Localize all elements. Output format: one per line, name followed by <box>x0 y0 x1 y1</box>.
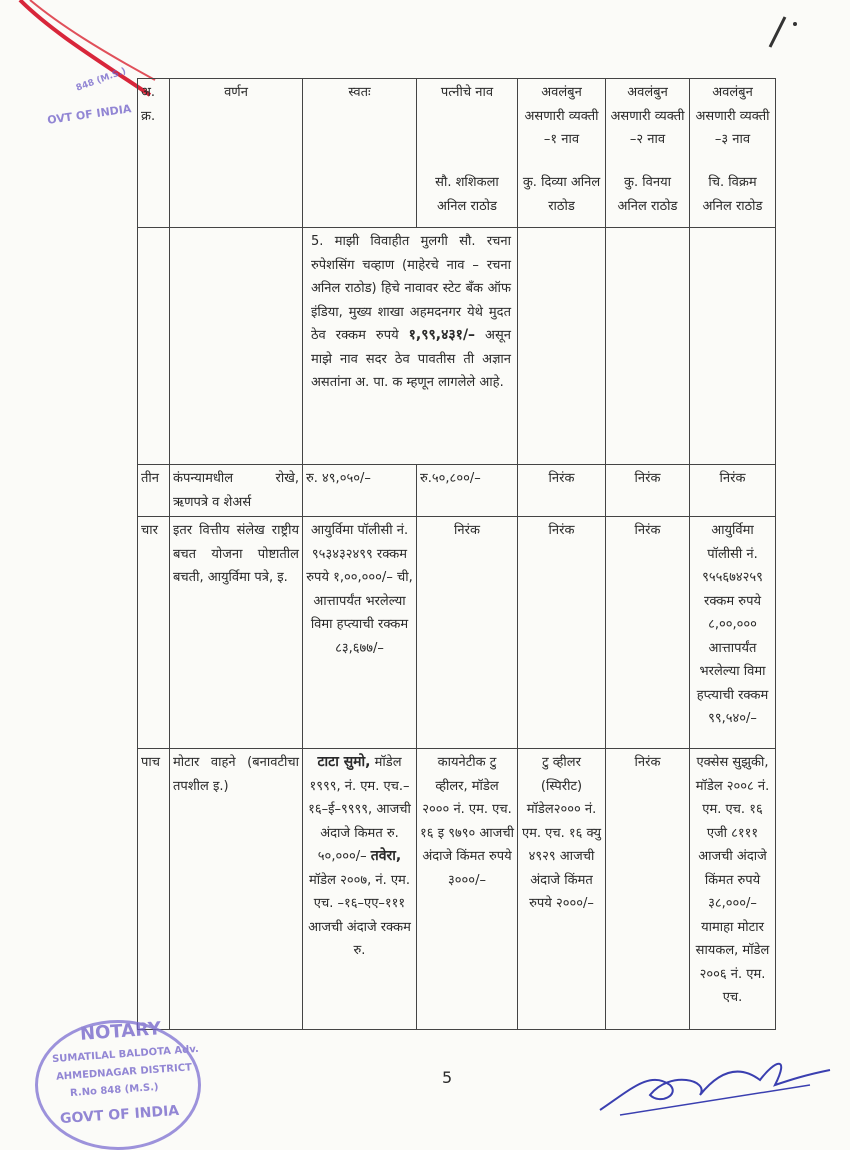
table-row <box>138 228 776 465</box>
header-dependent-1: अवलंबुन असणारी व्यक्ती –१ नाव कु. दिव्या अनिल राठोड <box>518 79 606 228</box>
header-serial: अ. क्र. <box>138 79 170 228</box>
header-wife: पत्नीचे नाव सौ. शशिकला अनिल राठोड <box>417 79 518 228</box>
table-row: चार इतर वित्तीय संलेख राष्ट्रीय बचत योजना पोष्टातील बचती, आयुर्विमा पत्रे, इ. आयुर्विमा पॉलीसी नं. ९५३४३२४९९ रक्कम रुपये १,००,०००/– ची, आत्तापर्यंत भरलेल्या विमा हप्त्याची रक्कम ८३,६७७/– निरंक निरंक निरंक आयुर्विमा पॉलीसी नं. ९५५६७४२५९ रक्कम रुपये ८,००,००० आत्तापर्यंत भरलेल्या विमा हप्त्याची रक्कम ९९,५४०/– <box>138 517 776 749</box>
header-dependent-2: अवलंबुन असणारी व्यक्ती –२ नाव कु. विनया अनिल राठोड <box>606 79 690 228</box>
page-number: 5 <box>442 1068 453 1087</box>
asset-declaration-table <box>137 78 776 1030</box>
header-description: वर्णन <box>170 79 303 228</box>
table-row: तीन कंपन्यामधील रोखे, ऋणपत्रे व शेअर्स रु. ४९,०५०/– रु.५०,८००/– निरंक निरंक निरंक <box>138 465 776 517</box>
signature <box>590 1040 840 1120</box>
header-dependent-3: अवलंबुन असणारी व्यक्ती –३ नाव चि. विक्रम अनिल राठोड <box>690 79 776 228</box>
notary-stamp: NOTARY SUMATILAL BALDOTA Adv. AHMEDNAGAR DISTRICT R.No 848 (M.S.) GOVT OF INDIA <box>30 1015 220 1147</box>
header-self: स्वतः <box>303 79 417 228</box>
table-header-row <box>138 79 776 228</box>
table-row: पाच मोटार वाहने (बनावटीचा तपशील इ.) टाटा सुमो, मॉडेल १९९९, नं. एम. एच.–१६–ई–९९९९, आजची अंदाजे किमत रु. ५०,०००/– तवेरा, मॉडेल २००७, नं. एम. एच. –१६–एए–१११ आजची अंदाजे रक्कम रु. कायनेटीक टु व्हीलर, मॉडेल २००० नं. एम. एच. १६ इ ९७९० आजची अंदाजे किंमत रुपये ३०००/– टु व्हीलर (स्पिरीट) मॉडेल२००० नं. एम. एच. १६ क्यु ४९२९ आजची अंदाजे किंमत रुपये २०००/– निरंक एक्सेस सुझुकी, मॉडेल २००८ नं. एम. एच. १६ एजी ८१११ आजची अंदाजे किंमत रुपये ३८,०००/– यामाहा मोटार सायकल, मॉडेल २००६ नं. एम. एच. <box>138 749 776 1030</box>
fixed-deposit-note: 5. माझी विवाहीत मुलगी सौ. रचना रुपेशसिंग चव्हाण (माहेरचे नाव – रचना अनिल राठोड) हिचे नावावर स्टेट बँक ऑफ इंडिया, मुख्य शाखा अहमदनगर येथे मुदत ठेव रक्कम रुपये १,९९,४३१/– असून माझे नाव सदर ठेव पावतीस ती अज्ञान असतांना अ. पा. क म्हणून लागलेले आहे. <box>303 228 518 465</box>
govt-stamp-top: 848 (M.S.) OVT OF INDIA <box>46 66 133 127</box>
ink-mark <box>760 12 810 52</box>
